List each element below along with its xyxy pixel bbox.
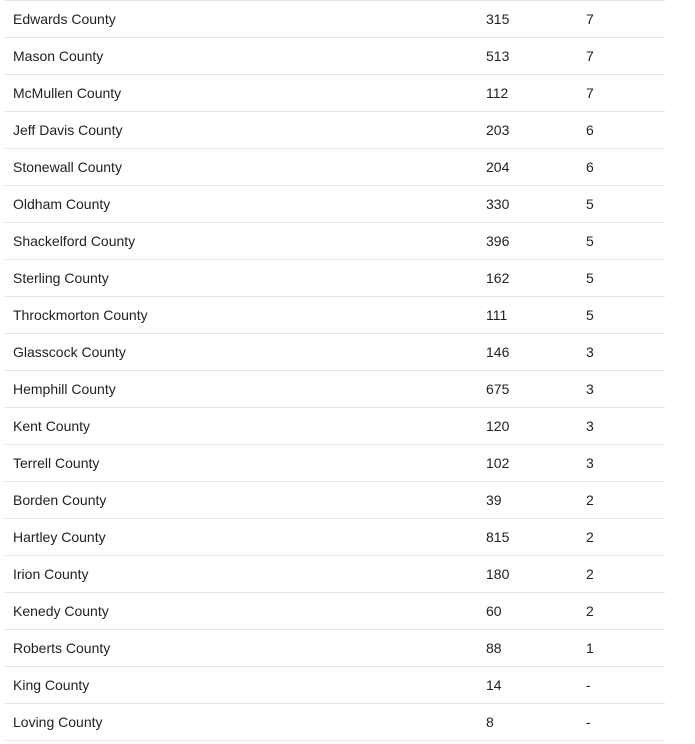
count-cell: 5 xyxy=(586,196,594,212)
table-row xyxy=(5,297,665,334)
table-row xyxy=(5,519,665,556)
county-table xyxy=(5,0,665,741)
county-name-cell: Kenedy County xyxy=(13,603,109,619)
table-row xyxy=(5,260,665,297)
value-cell: 60 xyxy=(486,603,502,619)
county-name-cell: King County xyxy=(13,677,90,693)
value-cell: 14 xyxy=(486,677,502,693)
value-cell: 8 xyxy=(486,714,494,730)
count-cell: 3 xyxy=(586,455,594,471)
county-name-cell: Irion County xyxy=(13,566,89,582)
county-name-cell: Oldham County xyxy=(13,196,111,212)
count-cell: 2 xyxy=(586,566,594,582)
county-name-cell: Jeff Davis County xyxy=(13,122,123,138)
count-cell: 6 xyxy=(586,122,594,138)
value-cell: 513 xyxy=(486,48,510,64)
table-row xyxy=(5,112,665,149)
count-cell: 7 xyxy=(586,48,594,64)
count-cell: 3 xyxy=(586,381,594,397)
table-row xyxy=(5,593,665,630)
table-row xyxy=(5,223,665,260)
county-name-cell: Terrell County xyxy=(13,455,100,471)
count-cell: 3 xyxy=(586,344,594,360)
value-cell: 675 xyxy=(486,381,510,397)
table-row xyxy=(5,38,665,75)
value-cell: 815 xyxy=(486,529,510,545)
county-name-cell: Hartley County xyxy=(13,529,106,545)
value-cell: 120 xyxy=(486,418,510,434)
county-name-cell: McMullen County xyxy=(13,85,122,101)
value-cell: 162 xyxy=(486,270,510,286)
value-cell: 112 xyxy=(486,85,509,101)
value-cell: 111 xyxy=(486,307,508,323)
count-cell: 5 xyxy=(586,270,594,286)
count-cell: - xyxy=(586,677,591,693)
table-row xyxy=(5,630,665,667)
county-name-cell: Stonewall County xyxy=(13,159,122,175)
county-name-cell: Roberts County xyxy=(13,640,111,656)
value-cell: 88 xyxy=(486,640,502,656)
count-cell: 1 xyxy=(586,640,594,656)
count-cell: 2 xyxy=(586,529,594,545)
value-cell: 180 xyxy=(486,566,510,582)
table-row xyxy=(5,482,665,519)
county-name-cell: Edwards County xyxy=(13,11,116,27)
value-cell: 315 xyxy=(486,11,510,27)
county-name-cell: Borden County xyxy=(13,492,107,508)
value-cell: 203 xyxy=(486,122,510,138)
value-cell: 102 xyxy=(486,455,510,471)
table-row xyxy=(5,704,665,741)
count-cell: 5 xyxy=(586,307,594,323)
county-name-cell: Mason County xyxy=(13,48,104,64)
county-name-cell: Glasscock County xyxy=(13,344,126,360)
table-row xyxy=(5,408,665,445)
county-name-cell: Loving County xyxy=(13,714,103,730)
table-row xyxy=(5,667,665,704)
count-cell: 7 xyxy=(586,11,594,27)
count-cell: - xyxy=(586,714,591,730)
county-name-cell: Shackelford County xyxy=(13,233,136,249)
count-cell: 2 xyxy=(586,603,594,619)
count-cell: 5 xyxy=(586,233,594,249)
county-name-cell: Throckmorton County xyxy=(13,307,148,323)
table-row xyxy=(5,556,665,593)
county-name-cell: Sterling County xyxy=(13,270,109,286)
table-row xyxy=(5,186,665,223)
value-cell: 396 xyxy=(486,233,510,249)
table-row xyxy=(5,1,665,38)
count-cell: 2 xyxy=(586,492,594,508)
value-cell: 39 xyxy=(486,492,502,508)
table-row xyxy=(5,334,665,371)
value-cell: 146 xyxy=(486,344,510,360)
table-row xyxy=(5,149,665,186)
value-cell: 204 xyxy=(486,159,510,175)
county-name-cell: Kent County xyxy=(13,418,91,434)
table-row xyxy=(5,75,665,112)
value-cell: 330 xyxy=(486,196,510,212)
table-row xyxy=(5,445,665,482)
count-cell: 6 xyxy=(586,159,594,175)
county-name-cell: Hemphill County xyxy=(13,381,116,397)
count-cell: 3 xyxy=(586,418,594,434)
count-cell: 7 xyxy=(586,85,594,101)
table-row xyxy=(5,371,665,408)
